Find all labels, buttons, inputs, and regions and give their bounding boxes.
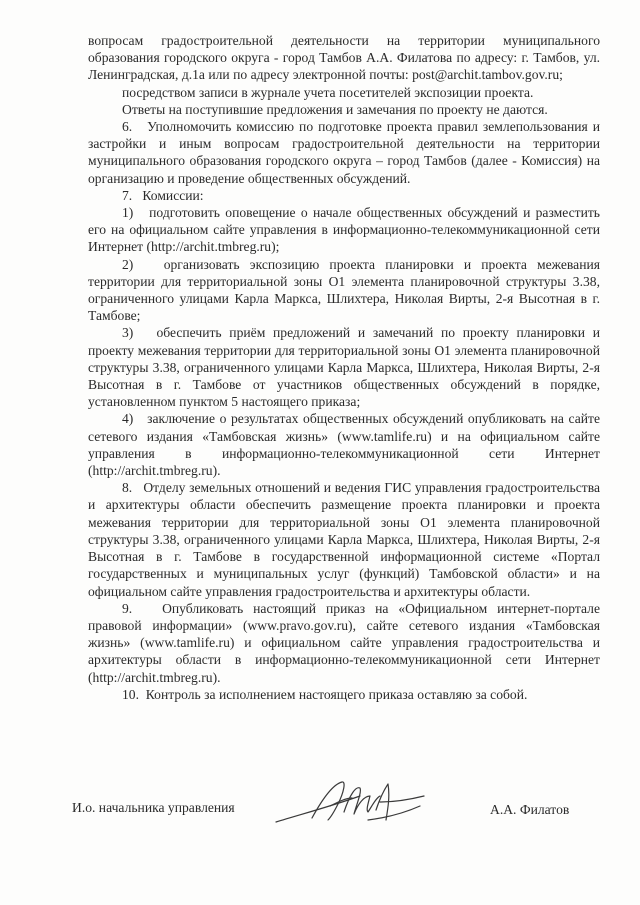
- paragraph-subitem-2: 2) организовать экспозицию проекта планировки и проекта межевания территории для территориальной зоны О1 элемента планировочной структуры 3.38, ограниченного улицами Карла Маркса, Шлихтера, Николая Вирты, 2-я Высотная в г. Тамбове;: [88, 256, 600, 324]
- signer-name: А.А. Филатов: [490, 802, 570, 817]
- paragraph-subitem-1: 1) подготовить оповещение о начале общественных обсуждений и разместить его на официальном сайте управления в информационно-телекоммуникационной сети Интернет (http://archit.tmbreg.ru);: [88, 205, 600, 255]
- handwritten-signature: [272, 776, 432, 832]
- paragraph-journal: посредством записи в журнале учета посетителей экспозиции проекта.: [122, 84, 534, 100]
- paragraph-subitem-3: 3) обеспечить приём предложений и замечаний по проекту планировки и проекту межевания территории для территориальной зоны О1 элемента планировочной структуры 3.38, ограниченного улицами Карла Маркса, Шлихтера, Николая Вирты, 2-я Высотная в г. Тамбове от участников общественных обсуждений в порядке, установленном пунктом 5 настоящего приказа;: [88, 325, 600, 410]
- paragraph-subitem-4: 4) заключение о результатах общественных обсуждений опубликовать на сайте сетевого издания «Тамбовская жизнь» (www.tamlife.ru) и на официальном сайте управления в информационно-телекоммуникационной сети Интернет (http://archit.tmbreg.ru).: [88, 411, 600, 479]
- paragraph-no-answers: Ответы на поступившие предложения и замечания по проекту не даются.: [122, 101, 548, 117]
- paragraph-address: вопросам градостроительной деятельности на территории муниципального образования городского округа - город Тамбов А.А. Филатова по адресу: г. Тамбов, ул. Ленинградская, д.1а или по адресу электронной почты: post@archit.tambov.gov.ru;: [88, 33, 600, 83]
- paragraph-item-10: 10. Контроль за исполнением настоящего приказа оставляю за собой.: [122, 686, 528, 702]
- signature-block: [72, 798, 592, 838]
- signer-position: И.о. начальника управления: [72, 800, 235, 815]
- paragraph-item-8: 8. Отделу земельных отношений и ведения ГИС управления градостроительства и архитектуры области обеспечить размещение проекта планировки и проекта межевания территории для территориальной зоны О1 элемента планировочной структуры 3.38, ограниченного улицами Карла Маркса, Шлихтера, Николая Вирты, 2-я Высотная в г. Тамбове в государственной информационной системе «Портал государственных и муниципальных услуг (функций) Тамбовской области» и на официальном сайте управления градостроительства и архитектуры области.: [88, 480, 600, 599]
- paragraph-item-7: 7. Комиссии:: [122, 187, 204, 203]
- document-body: [88, 32, 600, 703]
- paragraph-item-9: 9. Опубликовать настоящий приказ на «Официальном интернет-портале правовой информации» (www.pravo.gov.ru), сайте сетевого издания «Тамбовская жизнь» (www.tamlife.ru) и официальном сайте управления градостроительства и архитектуры области в информационно-телекоммуникационной сети Интернет (http://archit.tmbreg.ru).: [88, 600, 600, 685]
- paragraph-item-6: 6. Уполномочить комиссию по подготовке проекта правил землепользования и застройки и иным вопросам градостроительной деятельности на территории муниципального образования городского округа – город Тамбов (далее - Комиссия) на организацию и проведение общественных обсуждений.: [88, 119, 600, 186]
